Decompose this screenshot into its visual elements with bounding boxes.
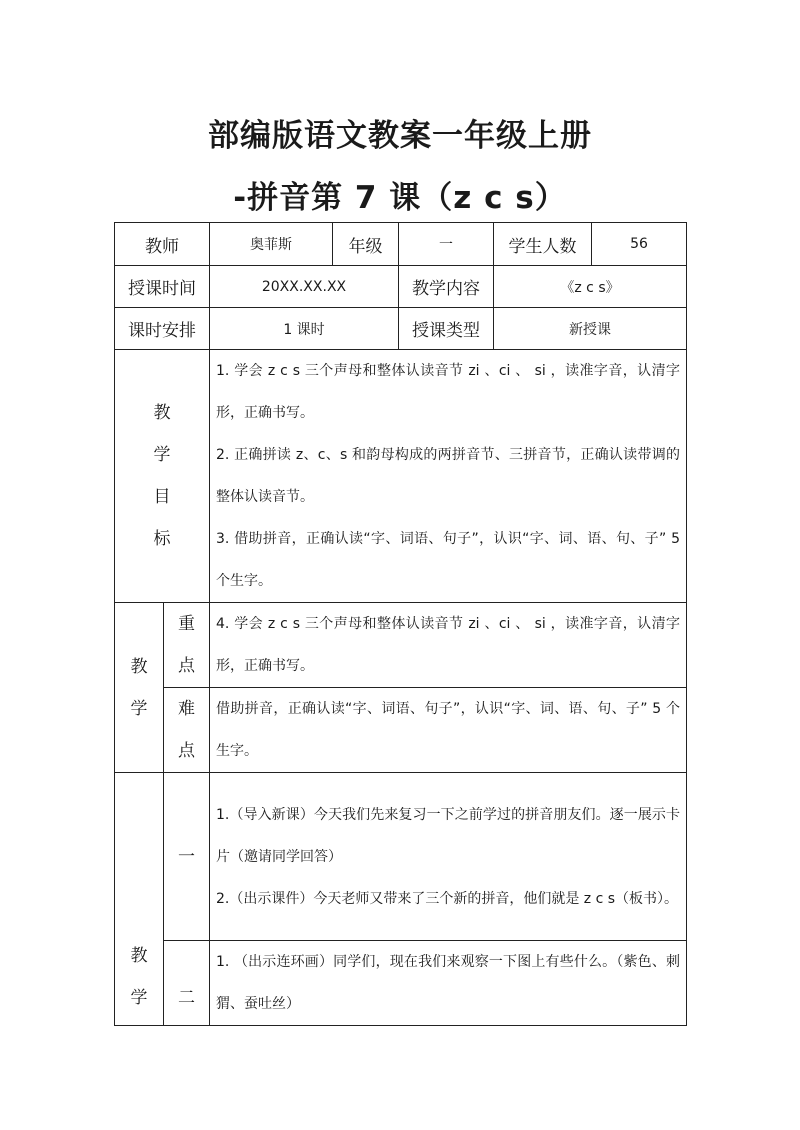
goal-item: 1. 学会 z c s 三个声母和整体认读音节 zi 、ci 、 si ，读准字音，认清字形，正确书写。 <box>216 363 680 421</box>
teacher-value: 奥菲斯 <box>210 223 333 266</box>
doc-title-line1: 部编版语文教案一年级上册 <box>208 118 592 154</box>
goals-label-char: 目 <box>153 487 171 507</box>
grade-label: 年级 <box>333 223 399 266</box>
key-point-label <box>164 603 210 688</box>
process-step-1-row <box>115 773 687 941</box>
process-step-item: 1. （出示连环画）同学们，现在我们来观察一下图上有些什么。（紫色、刺猬、蚕吐丝） <box>216 954 680 1012</box>
goal-item: 3. 借助拼音，正确认读“字、词语、句子”，认识“字、词、语、句、子” 5 个生字。 <box>216 531 680 589</box>
key-point-row <box>115 603 687 688</box>
doc-title-line2: -拼音第 7 课（z c s） <box>233 180 567 216</box>
difficulty-char: 点 <box>178 741 195 761</box>
key-point-text: 4. 学会 z c s 三个声母和整体认读音节 zi 、ci 、 si ，读准字音，认清字形，正确书写。 <box>210 603 687 688</box>
process-step-label: 一 <box>164 773 210 941</box>
keypoints-outer-char: 学 <box>130 698 148 719</box>
process-step-label: 二 <box>164 941 210 1026</box>
difficulty-char: 难 <box>178 699 195 719</box>
grade-value: 一 <box>399 223 494 266</box>
info-row-1 <box>115 223 687 266</box>
content-value: 《z c s》 <box>494 266 687 308</box>
difficulty-row <box>115 688 687 773</box>
goals-label-char: 标 <box>153 529 171 549</box>
time-value: 20XX.XX.XX <box>210 266 399 308</box>
keypoints-outer-char: 教 <box>130 656 148 677</box>
process-outer-char: 学 <box>130 988 148 1008</box>
process-step-item: 1.（导入新课）今天我们先来复习一下之前学过的拼音朋友们。逐一展示卡片（邀请同学回答） <box>216 806 680 865</box>
goals-label-char: 教 <box>153 403 171 423</box>
process-step-2-row <box>115 941 687 1026</box>
hours-value: 1 课时 <box>210 308 399 350</box>
content-label: 教学内容 <box>399 266 494 308</box>
difficulty-text: 借助拼音，正确认读“字、词语、句子”，认识“字、词、语、句、子” 5 个生字。 <box>210 688 687 773</box>
teacher-label: 教师 <box>115 223 210 266</box>
type-label: 授课类型 <box>399 308 494 350</box>
goals-label-char: 学 <box>153 445 171 465</box>
key-point-char: 点 <box>178 656 195 676</box>
process-outer-char: 教 <box>130 946 148 966</box>
info-row-2 <box>115 266 687 308</box>
difficulty-label <box>164 688 210 773</box>
type-value: 新授课 <box>494 308 687 350</box>
process-outer-label <box>115 773 164 1026</box>
goals-label <box>115 350 210 603</box>
students-value: 56 <box>592 223 687 266</box>
students-label: 学生人数 <box>494 223 592 266</box>
goals-content <box>210 350 687 603</box>
keypoints-outer-label <box>115 603 164 773</box>
time-label: 授课时间 <box>115 266 210 308</box>
lesson-plan-table <box>114 222 687 1026</box>
process-step-content <box>210 773 687 941</box>
process-step-item: 2.（出示课件）今天老师又带来了三个新的拼音，他们就是 z c s（板书）。 <box>216 890 679 907</box>
key-point-char: 重 <box>178 614 195 634</box>
goals-row <box>115 350 687 603</box>
process-step-content <box>210 941 687 1026</box>
goal-item: 2. 正确拼读 z、c、s 和韵母构成的两拼音节、三拼音节，正确认读带调的整体认读音节。 <box>216 447 680 505</box>
hours-label: 课时安排 <box>115 308 210 350</box>
info-row-3 <box>115 308 687 350</box>
